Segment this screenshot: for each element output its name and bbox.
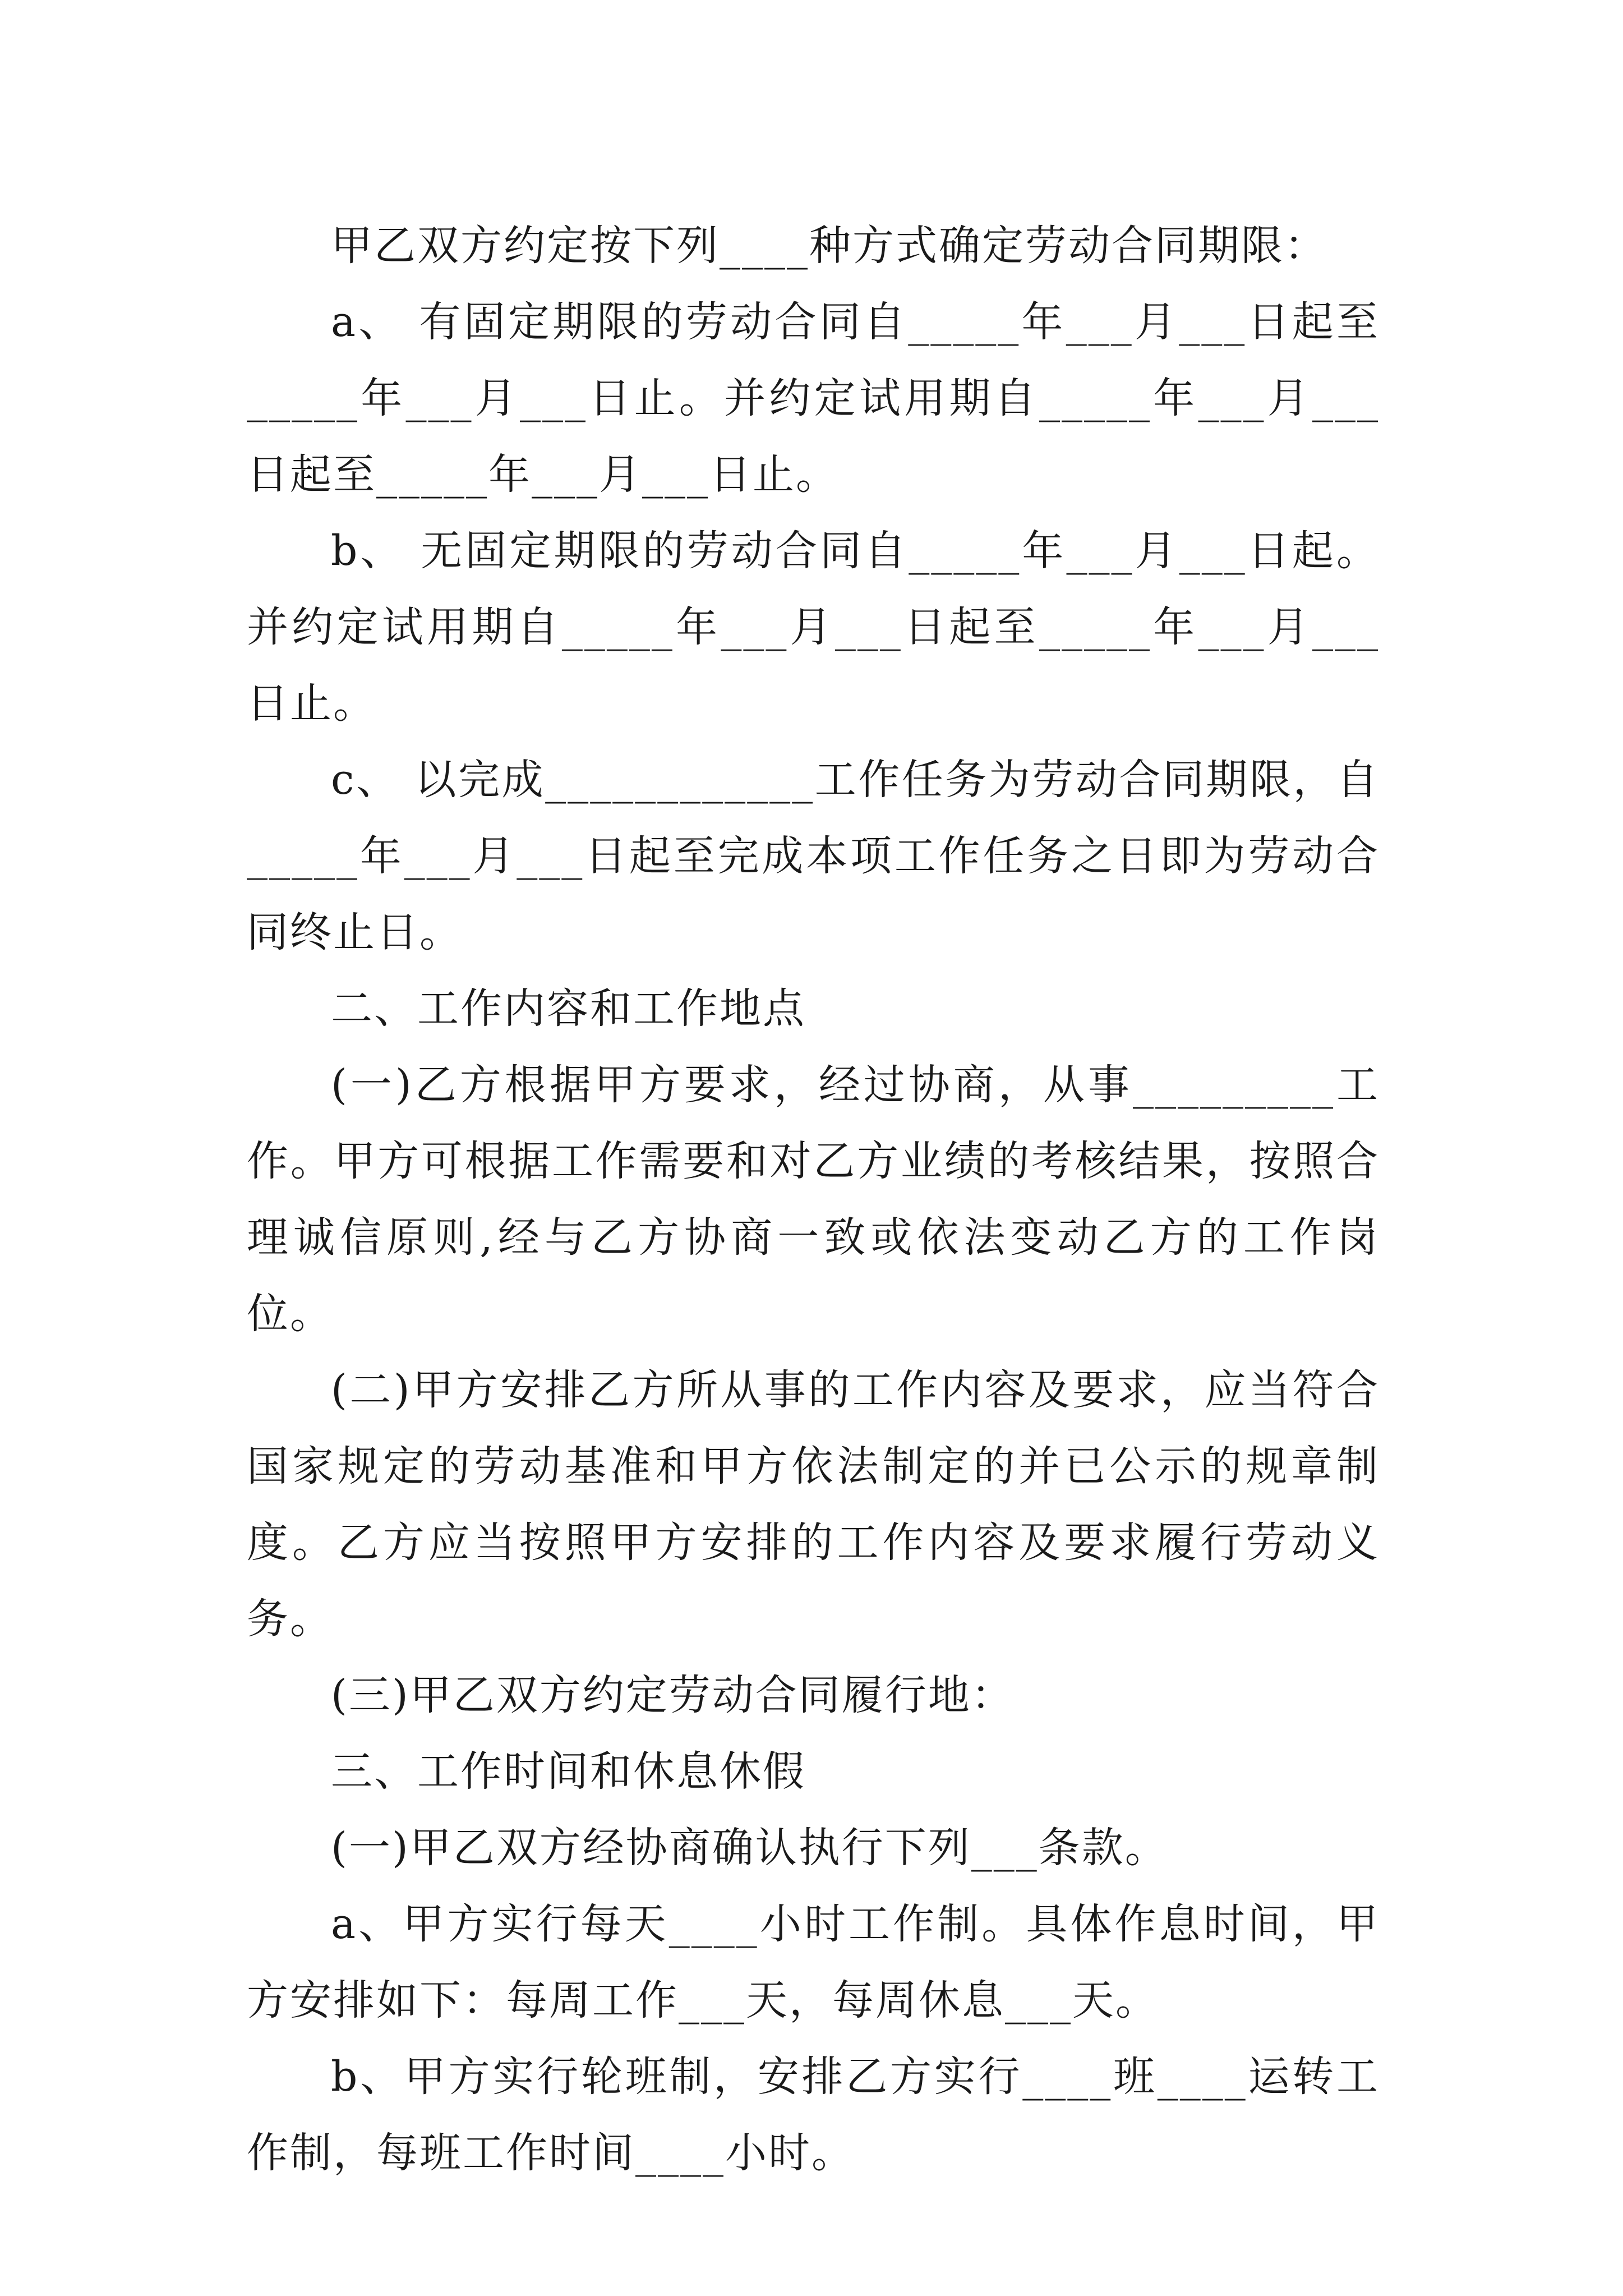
document-body <box>247 208 1380 2191</box>
paragraph-work-content-2: (二)甲方安排乙方所从事的工作内容及要求，应当符合国家规定的劳动基准和甲方依法制定的并已公示的规章制度。乙方应当按照甲方安排的工作内容及要求履行劳动义务。 <box>247 1366 1380 1643</box>
paragraph-contract-term-intro: 甲乙双方约定按下列____种方式确定劳动合同期限： <box>331 222 1327 270</box>
section-heading-work-hours: 三、工作时间和休息休假 <box>331 1747 806 1796</box>
section-heading-work-content: 二、工作内容和工作地点 <box>331 984 806 1033</box>
paragraph-work-content-1: (一)乙方根据甲方要求，经过协商，从事_________工作。甲方可根据工作需要和对乙方业绩的考核结果，按照合理诚信原则,经与乙方协商一致或依法变动乙方的工作岗位。 <box>247 1061 1380 1338</box>
paragraph-option-b-open-term: b、 无固定期限的劳动合同自_____年___月___日起。并约定试用期自_____年___月___日起至_____年___月___日止。 <box>247 527 1380 728</box>
paragraph-work-hours-a: a、甲方实行每天____小时工作制。具体作息时间，甲方安排如下：每周工作___天，每周休息___天。 <box>247 1900 1380 2024</box>
paragraph-option-a-fixed-term: a、 有固定期限的劳动合同自_____年___月___日起至_____年___月___日止。并约定试用期自_____年___月___日起至_____年___月___日止。 <box>247 298 1380 499</box>
paragraph-work-hours-b: b、甲方实行轮班制，安排乙方实行____班____运转工作制，每班工作时间____小时。 <box>247 2053 1380 2177</box>
paragraph-work-hours-1: (一)甲乙双方经协商确认执行下列___条款。 <box>331 1824 1168 1872</box>
paragraph-option-c-task-term: c、 以完成____________工作任务为劳动合同期限，自_____年___月___日起至完成本项工作任务之日即为劳动合同终止日。 <box>247 756 1380 956</box>
paragraph-work-location: (三)甲乙双方约定劳动合同履行地： <box>331 1671 1015 1719</box>
